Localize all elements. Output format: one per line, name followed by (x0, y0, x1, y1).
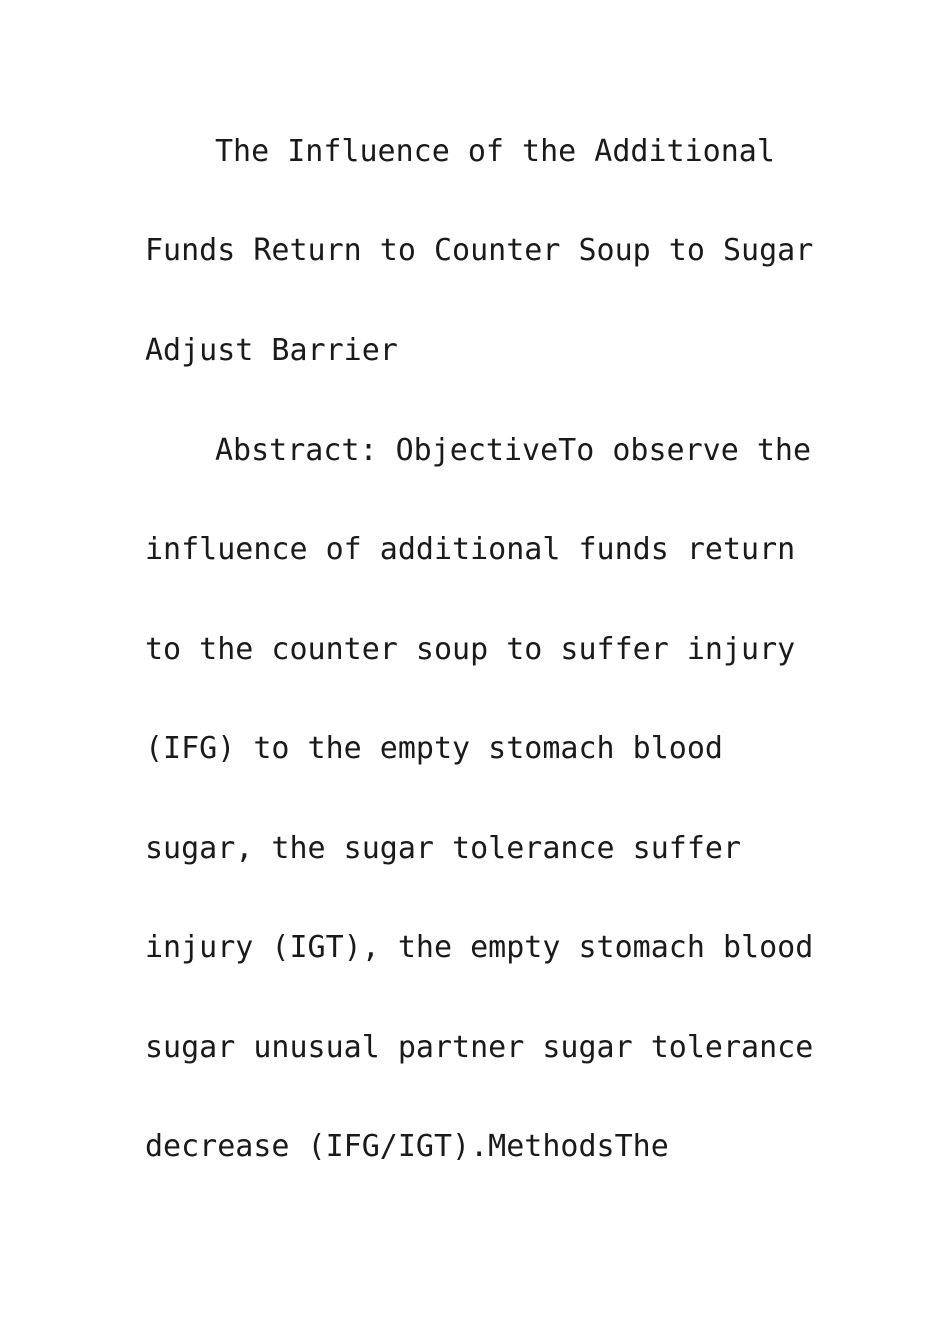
abstract-line-6: injury (IGT), the empty stomach blood (145, 930, 814, 965)
abstract-line-2: influence of additional funds return (145, 532, 796, 567)
title-line-3: Adjust Barrier (145, 333, 398, 368)
abstract-line-5: sugar, the sugar tolerance suffer (145, 831, 742, 866)
abstract-line-8: decrease (IFG/IGT).MethodsThe (145, 1129, 669, 1164)
abstract-line-1: Abstract: ObjectiveTo observe the (215, 433, 812, 468)
title-line-2: Funds Return to Counter Soup to Sugar (145, 233, 814, 268)
abstract-line-3: to the counter soup to suffer injury (145, 632, 796, 667)
abstract-line-7: sugar unusual partner sugar tolerance (145, 1030, 814, 1065)
abstract-line-4: (IFG) to the empty stomach blood (145, 731, 723, 766)
title-line-1: The Influence of the Additional (215, 134, 775, 169)
